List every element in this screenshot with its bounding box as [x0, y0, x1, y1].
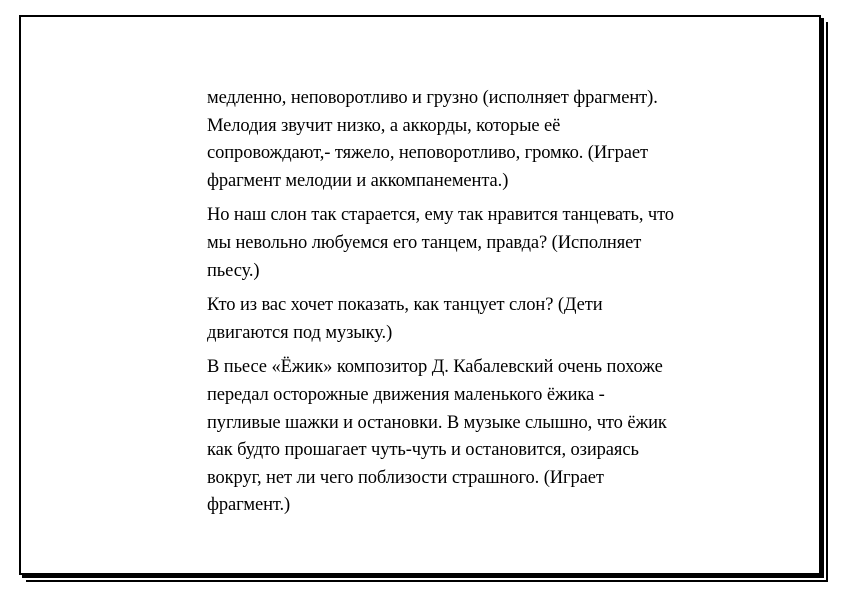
page-frame: [19, 15, 821, 575]
paragraph-children-show: Кто из вас хочет показать, как танцует слон? (Дети двигаются под музыку.): [207, 295, 603, 343]
paragraph-elephant-melody: медленно, неповоротливо и грузно (исполняет фрагмент). Мелодия звучит низко, а аккорды, которые её сопровождают,- тяжело, неповоротливо, громко. (Играет фрагмент мелодии и аккомпанемента.): [207, 88, 658, 191]
document-text: [207, 85, 727, 527]
paragraph-elephant-dance: Но наш слон так старается, ему так нравится танцевать, что мы невольно любуемся его танцем, правда? (Исполняет пьесу.): [207, 205, 674, 281]
paragraph-hedgehog-piece: В пьесе «Ёжик» композитор Д. Кабалевский очень похоже передал осторожные движения маленького ёжика - пугливые шажки и остановки. В музыке слышно, что ёжик как будто прошагает чуть-чуть и остановится, озираясь вокруг, нет ли чего поблизости страшного. (Играет фрагмент.): [207, 357, 667, 516]
